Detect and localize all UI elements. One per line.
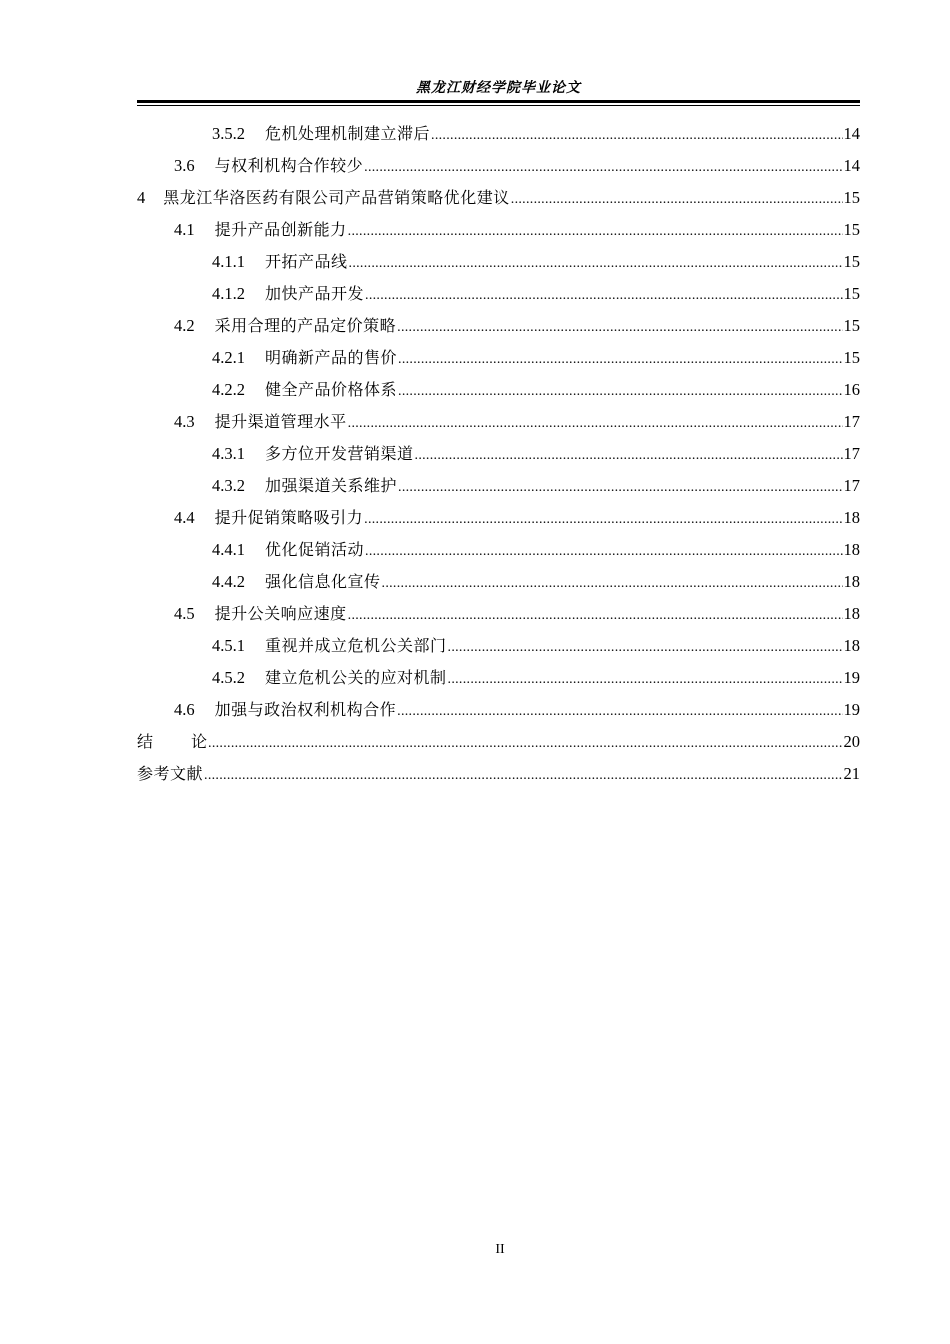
toc-entry-page: 19 [843,668,860,687]
toc-entry-title-part: 论 [191,732,208,751]
toc-entry-title: 开拓产品线 [265,252,348,271]
toc-dot-leader [415,440,843,472]
toc-entry-number: 4.4.2 [212,572,245,591]
table-of-contents [137,118,860,790]
toc-entry-title: 明确新产品的售价 [265,348,398,367]
toc-entry-title: 加快产品开发 [265,284,365,303]
toc-entry-title: 建立危机公关的应对机制 [265,668,447,687]
toc-entry-number: 4.2.2 [212,380,245,399]
toc-entry-number: 4.4 [174,508,195,527]
toc-entry-title [137,726,207,758]
toc-dot-leader [208,728,842,760]
toc-dot-leader [365,280,842,312]
toc-entry-number: 4.2 [174,316,195,335]
toc-entry[interactable] [137,182,860,214]
toc-dot-leader [204,760,842,792]
toc-entry-title-part: 结 [137,732,154,751]
toc-entry-number: 4.3 [174,412,195,431]
toc-entry[interactable] [137,342,860,374]
toc-dot-leader [365,536,842,568]
toc-entry[interactable] [137,150,860,182]
toc-entry[interactable] [137,310,860,342]
toc-entry-title: 提升促销策略吸引力 [214,508,364,527]
toc-dot-leader [511,184,843,216]
toc-entry-number: 4.2.1 [212,348,245,367]
toc-dot-leader [349,248,843,280]
toc-entry[interactable] [137,118,860,150]
toc-entry-number: 3.5.2 [212,124,245,143]
toc-dot-leader [348,216,843,248]
toc-entry[interactable] [137,374,860,406]
toc-entry[interactable] [137,502,860,534]
toc-entry-page: 15 [843,252,860,271]
toc-entry-number: 4.5 [174,604,195,623]
toc-entry-number: 4.3.1 [212,444,245,463]
toc-entry[interactable] [137,406,860,438]
toc-entry-number: 4.3.2 [212,476,245,495]
toc-entry-title: 优化促销活动 [265,540,365,559]
toc-entry-number: 4.1.1 [212,252,245,271]
toc-dot-leader [398,376,842,408]
toc-entry[interactable] [137,758,860,790]
toc-entry-page: 21 [843,764,860,783]
toc-entry-title: 采用合理的产品定价策略 [214,316,397,335]
header-rule-thin [137,105,860,106]
toc-entry[interactable] [137,438,860,470]
page-header-title: 黑龙江财经学院毕业论文 [416,80,581,96]
toc-entry-title: 多方位开发营销渠道 [265,444,414,463]
toc-entry[interactable] [137,534,860,566]
toc-entry-page: 17 [843,444,860,463]
toc-entry[interactable] [137,726,860,758]
toc-entry-title: 与权利机构合作较少 [214,156,364,175]
toc-entry[interactable] [137,470,860,502]
toc-dot-leader [382,568,843,600]
toc-entry-page: 18 [843,636,860,655]
page-number: II [495,1242,505,1257]
toc-entry-page: 18 [843,508,860,527]
toc-entry-number: 4.1.2 [212,284,245,303]
toc-entry-page: 16 [843,380,860,399]
toc-entry-page: 15 [843,348,860,367]
toc-entry-title: 加强渠道关系维护 [265,476,398,495]
toc-entry[interactable] [137,630,860,662]
toc-entry[interactable] [137,598,860,630]
toc-entry-number: 4.4.1 [212,540,245,559]
toc-entry[interactable] [137,566,860,598]
toc-entry-title: 危机处理机制建立滞后 [265,124,431,143]
toc-entry-page: 19 [843,700,860,719]
toc-dot-leader [348,408,843,440]
toc-entry-number: 4 [137,188,146,207]
toc-dot-leader [398,472,842,504]
toc-entry-title: 提升产品创新能力 [214,220,347,239]
toc-entry-title: 提升渠道管理水平 [214,412,347,431]
header-rule-thick [137,100,860,103]
toc-dot-leader [431,120,842,152]
toc-entry-page: 18 [843,572,860,591]
toc-dot-leader [364,504,842,536]
toc-entry-page: 17 [843,412,860,431]
toc-entry-title: 加强与政治权利机构合作 [214,700,397,719]
toc-dot-leader [364,152,842,184]
toc-entry-page: 15 [843,220,860,239]
toc-entry-page: 15 [843,284,860,303]
toc-entry-number: 4.1 [174,220,195,239]
toc-entry-page: 14 [843,124,860,143]
toc-entry-title: 参考文献 [137,764,204,783]
toc-entry-title: 健全产品价格体系 [265,380,398,399]
toc-entry-title: 黑龙江华洛医药有限公司产品营销策略优化建议 [163,188,510,207]
toc-entry-page: 17 [843,476,860,495]
toc-entry[interactable] [137,246,860,278]
toc-entry-number: 3.6 [174,156,195,175]
toc-entry-number: 4.6 [174,700,195,719]
toc-entry-page: 20 [843,732,860,751]
toc-dot-leader [448,664,843,696]
toc-entry-number: 4.5.2 [212,668,245,687]
toc-entry-title: 提升公关响应速度 [214,604,347,623]
toc-entry-page: 15 [843,188,860,207]
toc-entry[interactable] [137,278,860,310]
toc-entry-title: 强化信息化宣传 [265,572,381,591]
toc-entry-page: 15 [843,316,860,335]
toc-dot-leader [397,312,842,344]
toc-dot-leader [398,344,842,376]
toc-entry[interactable] [137,214,860,246]
toc-entry-page: 14 [843,156,860,175]
toc-entry-number: 4.5.1 [212,636,245,655]
toc-dot-leader [397,696,842,728]
toc-entry[interactable] [137,694,860,726]
toc-dot-leader [348,600,843,632]
toc-entry-page: 18 [843,540,860,559]
toc-dot-leader [448,632,843,664]
toc-entry-title: 重视并成立危机公关部门 [265,636,447,655]
toc-entry-page: 18 [843,604,860,623]
toc-entry[interactable] [137,662,860,694]
